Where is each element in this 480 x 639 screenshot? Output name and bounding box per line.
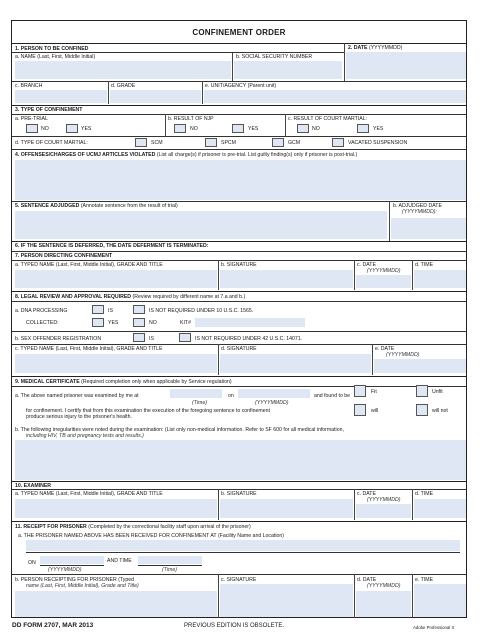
received-time-input[interactable] (138, 556, 202, 564)
unfit-label: Unfit (432, 389, 443, 395)
ssn-input[interactable] (234, 61, 342, 79)
exam-time-hint: (Time) (192, 400, 207, 406)
adjudged-date-hint: (YYYYMMDD): (402, 209, 437, 215)
certify-line-1: for confinement. I certify that from this examination the execution of the foregoing sentence to confinement (26, 408, 270, 414)
branch-input[interactable] (15, 90, 107, 103)
cm-no-label: NO (312, 126, 320, 132)
pretrial-label: a. PRE-TRIAL (15, 116, 48, 122)
dna-not-required-checkbox[interactable] (133, 305, 145, 314)
receipting-person-hint: name (Last, First, Middle Initial), Grade and Title) (26, 583, 139, 589)
receipt-signature-input[interactable] (220, 584, 353, 617)
collected-yes-label: YES (108, 320, 119, 326)
court-martial-result-label: c. RESULT OF COURT MARTIAL: (288, 116, 368, 122)
sex-offender-is-checkbox[interactable] (133, 333, 145, 342)
offenses-input[interactable] (15, 160, 466, 200)
pretrial-yes-label: YES (81, 126, 92, 132)
received-date-hint: (YYYYMMDD) (48, 567, 82, 573)
divider (12, 43, 466, 44)
gcm-label: GCM (288, 140, 301, 146)
irregularities-input[interactable] (15, 440, 466, 480)
unfit-checkbox[interactable] (416, 385, 428, 397)
vacated-label: VACATED SUSPENSION (348, 140, 408, 146)
director-name-label: a. TYPED NAME (Last, First, Middle Initial), GRADE AND TITLE (15, 262, 163, 268)
spcm-checkbox[interactable] (205, 138, 217, 147)
section-8-title: 8. LEGAL REVIEW AND APPROVAL REQUIRED (Review required by different name at 7.a and b.) (15, 294, 246, 300)
reviewer-signature-input[interactable] (220, 354, 371, 373)
received-on-label: ON (28, 560, 36, 566)
kit-number-input[interactable] (195, 318, 305, 327)
producer-note: Adobe Professional X (413, 625, 455, 630)
section-7-title: 7. PERSON DIRECTING CONFINEMENT (15, 253, 113, 259)
cm-yes-checkbox[interactable] (357, 124, 369, 133)
date-input[interactable] (346, 52, 466, 79)
reviewer-date-label: e. DATE (375, 346, 395, 352)
facility-input[interactable] (26, 540, 460, 551)
director-date-hint: (YYYYMMDD) (367, 268, 401, 274)
scm-label: SCM (151, 140, 163, 146)
section-5-title: 5. SENTENCE ADJUDGED (Annotate sentence from the result of trial) (15, 203, 178, 209)
director-time-input[interactable] (414, 270, 466, 288)
receipt-date-label: d. DATE (357, 577, 377, 583)
edition-notice: PREVIOUS EDITION IS OBSOLETE. (184, 623, 285, 629)
dna-label: a. DNA PROCESSING (15, 308, 68, 314)
field-1b-label: b. SOCIAL SECURITY NUMBER (236, 54, 313, 60)
vacated-checkbox[interactable] (332, 138, 344, 147)
pretrial-yes-checkbox[interactable] (66, 124, 78, 133)
form-title: CONFINEMENT ORDER (192, 28, 286, 37)
dna-is-checkbox[interactable] (92, 305, 104, 314)
examiner-signature-label: b. SIGNATURE (221, 491, 257, 497)
sex-offender-is-label: IS (149, 336, 154, 342)
grade-input[interactable] (110, 90, 201, 103)
exam-date-input[interactable] (238, 389, 310, 398)
unit-input[interactable] (204, 90, 466, 103)
receipt-signature-label: c. SIGNATURE (221, 577, 257, 583)
director-time-label: d. TIME (415, 262, 434, 268)
receipt-date-input[interactable] (356, 591, 411, 617)
receipt-time-input[interactable] (414, 584, 466, 617)
field-1e-label: e. UNIT/AGENCY (Parent unit) (205, 83, 277, 89)
cm-no-checkbox[interactable] (297, 124, 309, 133)
irregularities-hint: including HIV, TB and pregnancy tests and results.) (26, 433, 144, 439)
exam-on-label: on (228, 393, 234, 399)
exam-statement-label: a. The above named prisoner was examined by me at (15, 393, 139, 399)
receipting-person-input[interactable] (15, 591, 217, 617)
sex-offender-label: b. SEX OFFENDER REGISTRATION (15, 336, 102, 342)
section-4-title: 4. OFFENSES/CHARGES OF UCMJ ARTICLES VIOLATED (List all charge(s) if prisoner is pre-trial. List guilty finding(s) only if prisoner is post-trial.) (15, 152, 358, 158)
exam-date-hint: (YYYYMMDD) (255, 400, 289, 406)
njp-yes-label: YES (248, 126, 259, 132)
will-not-label: will not (432, 408, 448, 414)
will-checkbox[interactable] (354, 404, 366, 416)
collected-no-checkbox[interactable] (133, 318, 145, 327)
reviewer-date-hint: (YYYYMMDD) (386, 352, 420, 358)
cm-yes-label: YES (373, 126, 384, 132)
director-date-label: c. DATE (357, 262, 376, 268)
confinement-order-form (11, 20, 467, 618)
will-label: will (371, 408, 379, 414)
dna-is-label: IS (108, 308, 113, 314)
section-9-title: 9. MEDICAL CERTIFICATE (Required completion only when applicable by Service regulation) (15, 379, 232, 385)
exam-time-input[interactable] (170, 389, 222, 398)
adjudged-date-label: b. ADJUDGED DATE (393, 203, 442, 209)
receipt-time-label: e. TIME (415, 577, 434, 583)
section-11-title: 11. RECEIPT FOR PRISONER (Completed by the correctional facility staff upon arrival of the prisoner) (15, 524, 251, 530)
examiner-time-label: d. TIME (415, 491, 434, 497)
pretrial-no-checkbox[interactable] (26, 124, 38, 133)
court-martial-type-label: d. TYPE OF COURT MARTIAL: (15, 140, 88, 146)
dna-not-required-label: IS NOT REQUIRED UNDER 10 U.S.C. 1565. (149, 308, 254, 314)
reviewer-name-input[interactable] (15, 354, 217, 373)
name-input[interactable] (15, 61, 231, 79)
examiner-time-input[interactable] (414, 499, 466, 518)
adjudged-date-input[interactable] (391, 218, 466, 239)
section-1-title: 1. PERSON TO BE CONFINED (15, 46, 89, 52)
director-date-input[interactable] (356, 275, 411, 288)
director-signature-input[interactable] (220, 270, 353, 288)
reviewer-name-label: c. TYPED NAME (Last, First, Middle Initial), GRADE AND TITLE (15, 346, 163, 352)
received-time-hint: (Time) (162, 567, 177, 573)
irregularities-label: b. The following irregularities were noted during the examination: (List only non-medical information. Refer to SF 600 for all medical information, (15, 427, 344, 433)
njp-no-label: NO (190, 126, 198, 132)
gcm-checkbox[interactable] (272, 138, 284, 147)
receipt-date-hint: (YYYYMMDD) (367, 583, 401, 589)
director-name-input[interactable] (15, 270, 217, 288)
field-1d-label: d. GRADE (111, 83, 136, 89)
received-time-label: AND TIME (107, 558, 132, 564)
examiner-date-hint: (YYYYMMDD) (367, 497, 401, 503)
received-statement: a. THE PRISONER NAMED ABOVE HAS BEEN RECEIVED FOR CONFINEMENT AT (Facility Name and Location) (18, 533, 284, 539)
receipting-person-label: b. PERSON RECEIPTING FOR PRISONER (Typed (15, 577, 135, 583)
reviewer-date-input[interactable] (374, 359, 466, 373)
scm-checkbox[interactable] (135, 138, 147, 147)
njp-no-checkbox[interactable] (174, 124, 186, 133)
sentence-input[interactable] (15, 211, 387, 239)
fit-label: Fit (371, 389, 377, 395)
examiner-name-input[interactable] (15, 499, 217, 518)
collected-yes-checkbox[interactable] (92, 318, 104, 327)
field-1a-label: a. NAME (Last, First, Middle Initial) (15, 54, 96, 60)
collected-label: COLLECTED: (26, 320, 59, 326)
njp-yes-checkbox[interactable] (232, 124, 244, 133)
section-10-title: 10. EXAMINER (15, 483, 52, 489)
director-signature-label: b. SIGNATURE (221, 262, 257, 268)
examiner-name-label: a. TYPED NAME (Last, First, Middle Initial), GRADE AND TITLE (15, 491, 163, 497)
found-to-be-label: and found to be (314, 393, 351, 399)
pretrial-no-label: NO (41, 126, 49, 132)
form-number: DD FORM 2707, MAR 2013 (12, 622, 94, 629)
njp-label: b. RESULT OF NJP (168, 116, 214, 122)
section-3-title: 3. TYPE OF CONFINEMENT (15, 107, 83, 113)
spcm-label: SPCM (221, 140, 236, 146)
section-2-label: 2. DATE (YYYYMMDD) (348, 45, 403, 51)
kit-label: KIT# (180, 320, 191, 326)
fit-checkbox[interactable] (354, 385, 366, 397)
reviewer-signature-label: d. SIGNATURE (221, 346, 257, 352)
examiner-date-input[interactable] (356, 504, 411, 518)
will-not-checkbox[interactable] (416, 404, 428, 416)
sex-offender-not-required-checkbox[interactable] (179, 333, 191, 342)
examiner-signature-input[interactable] (220, 499, 353, 518)
received-date-input[interactable] (40, 556, 104, 564)
examiner-date-label: c. DATE (357, 491, 376, 497)
section-6-title: 6. IF THE SENTENCE IS DEFERRED, THE DATE DEFERMENT IS TERMINATED: (15, 243, 209, 249)
field-1c-label: c. BRANCH (15, 83, 43, 89)
certify-line-2: produce serious injury to the prisoner's health. (26, 414, 132, 420)
collected-no-label: NO (149, 320, 157, 326)
sex-offender-not-required-label: IS NOT REQUIRED UNDER 42 U.S.C. 14071. (195, 336, 303, 342)
